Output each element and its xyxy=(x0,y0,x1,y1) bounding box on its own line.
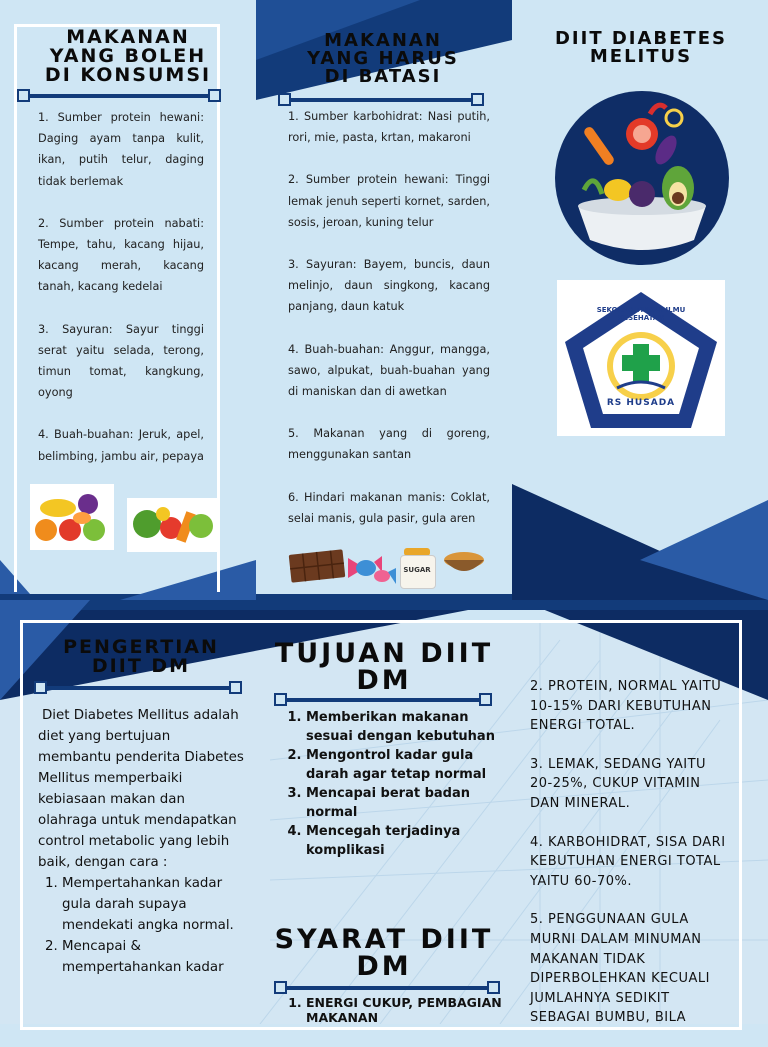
title-line: DI BATASI xyxy=(324,66,442,87)
brown-sugar-bowl-icon xyxy=(442,548,486,578)
college-logo xyxy=(557,280,725,436)
panel-right-title xyxy=(532,30,750,66)
list-item: 2. Mencapai & mempertahankan kadar xyxy=(62,936,244,978)
vegetables-image xyxy=(127,498,217,552)
pentagon-emblem-icon xyxy=(557,280,725,436)
panel-middle-divider xyxy=(284,98,478,102)
list-item: 2. PROTEIN, NORMAL YAITU 10-15% DARI KEBUTUHAN ENERGI TOTAL. xyxy=(530,679,722,734)
vegetable-bowl-illustration xyxy=(554,90,730,266)
fruits-image xyxy=(30,484,114,550)
list-item: 6. Hindari makanan manis: Coklat, selai manis, gula pasir, gula aren xyxy=(288,490,490,525)
title-line: MELITUS xyxy=(589,46,693,67)
list-item: 1. ENERGI CUKUP, PEMBAGIAN MAKANAN xyxy=(306,995,516,1025)
title-line: DIIT DIABETES xyxy=(554,28,727,49)
list-item: 2. Mengontrol kadar gula darah agar tetap normal xyxy=(306,746,506,784)
pengertian-list xyxy=(38,873,244,978)
tujuan-divider xyxy=(280,698,486,702)
title-line: DI KONSUMSI xyxy=(44,64,212,86)
title-line: TUJUAN DIIT xyxy=(274,638,494,669)
pengertian-body xyxy=(38,705,244,978)
list-item: 2. Sumber protein hewani: Tinggi lemak jenuh seperti kornet, sarden, sosis, jeroan, kuning telur xyxy=(288,173,490,229)
chocolate-icon xyxy=(288,546,346,584)
list-item: 4. Buah-buahan: Anggur, mangga, sawo, alpukat, buah-buahan yang di maniskan dan di awetkan xyxy=(288,342,490,399)
sugar-jar-icon xyxy=(398,548,436,588)
tujuan-title xyxy=(266,640,502,694)
title-line: YANG HARUS xyxy=(307,48,459,69)
title-line: DM xyxy=(356,665,412,696)
syarat-title xyxy=(266,926,502,980)
title-line: MAKANAN xyxy=(324,30,442,51)
list-item: 3. Mencapai berat badan normal xyxy=(306,784,506,822)
list-item: 5. Makanan yang di goreng, menggunakan santan xyxy=(288,427,490,462)
pengertian-intro: Diet Diabetes Mellitus adalah diet yang bertujuan membantu penderita Diabetes Mellitus memperbaiki kebiasaan makan dan olahraga untuk mendapatkan control metabolic yang lebih baik, dengan cara : xyxy=(38,708,244,870)
list-item: 3. LEMAK, SEDANG YAITU 20-25%, CUKUP VITAMIN DAN MINERAL. xyxy=(530,756,707,811)
title-line: YANG BOLEH xyxy=(49,45,207,67)
list-item: 1. Memberikan makanan sesuai dengan kebutuhan xyxy=(306,708,506,746)
title-line: MAKANAN xyxy=(66,26,190,48)
candy-icon xyxy=(346,550,396,586)
list-item: 5. PENGGUNAAN GULA MURNI DALAM MINUMAN MAKANAN TIDAK DIPERBOLEHKAN KECUALI JUMLAHNYA SEDIKIT SEBAGAI BUMBU, BILA xyxy=(530,912,710,1026)
tujuan-list xyxy=(292,708,506,860)
logo-bottom-text: RS HUSADA xyxy=(606,398,676,408)
title-line: SYARAT DIIT xyxy=(274,924,494,955)
panel-middle-list xyxy=(288,106,490,550)
panel-left-divider xyxy=(23,94,215,98)
list-item: 4. Mencegah terjadinya komplikasi xyxy=(306,822,506,860)
title-line: DIIT DM xyxy=(91,655,191,677)
list-item: 1. Mempertahankan kadar gula darah supaya mendekati angka normal. xyxy=(62,873,244,936)
pengertian-divider xyxy=(40,686,236,690)
list-item: 4. KARBOHIDRAT, SISA DARI KEBUTUHAN ENERGI TOTAL YAITU 60-70%. xyxy=(530,834,726,889)
list-item: 4. Buah-buahan: Jeruk, apel, belimbing, jambu air, pepaya xyxy=(38,428,204,463)
title-line: PENGERTIAN xyxy=(63,636,219,658)
list-item: 1. Sumber protein hewani: Daging ayam tanpa kulit, ikan, putih telur, daging tidak berlemak xyxy=(38,111,204,188)
list-item: 3. Sayuran: Sayur tinggi serat yaitu selada, terong, timun tomat, kangkung, oyong xyxy=(38,322,204,400)
panel-middle-title xyxy=(278,32,488,86)
logo-ring-text: SEKOLAH TINGGI ILMU KESEHATAN xyxy=(596,306,686,322)
list-item: 2. Sumber protein nabati: Tempe, tahu, kacang hijau, kacang merah, kacang tanah, kacang kedelai xyxy=(38,216,204,294)
panel-left-list xyxy=(38,107,204,488)
pengertian-title xyxy=(30,638,252,676)
syarat-list xyxy=(292,995,516,1025)
syarat-continued xyxy=(530,677,730,1047)
title-line: DM xyxy=(356,951,412,982)
syarat-divider xyxy=(280,986,494,990)
list-item: 3. Sayuran: Bayem, buncis, daun melinjo, daun singkong, kacang panjang, daun katuk xyxy=(288,258,490,314)
list-item: 1. Sumber karbohidrat: Nasi putih, rori, mie, pasta, krtan, makaroni xyxy=(288,110,490,145)
sugar-label: SUGAR xyxy=(403,566,431,574)
panel-left-title xyxy=(30,28,226,85)
